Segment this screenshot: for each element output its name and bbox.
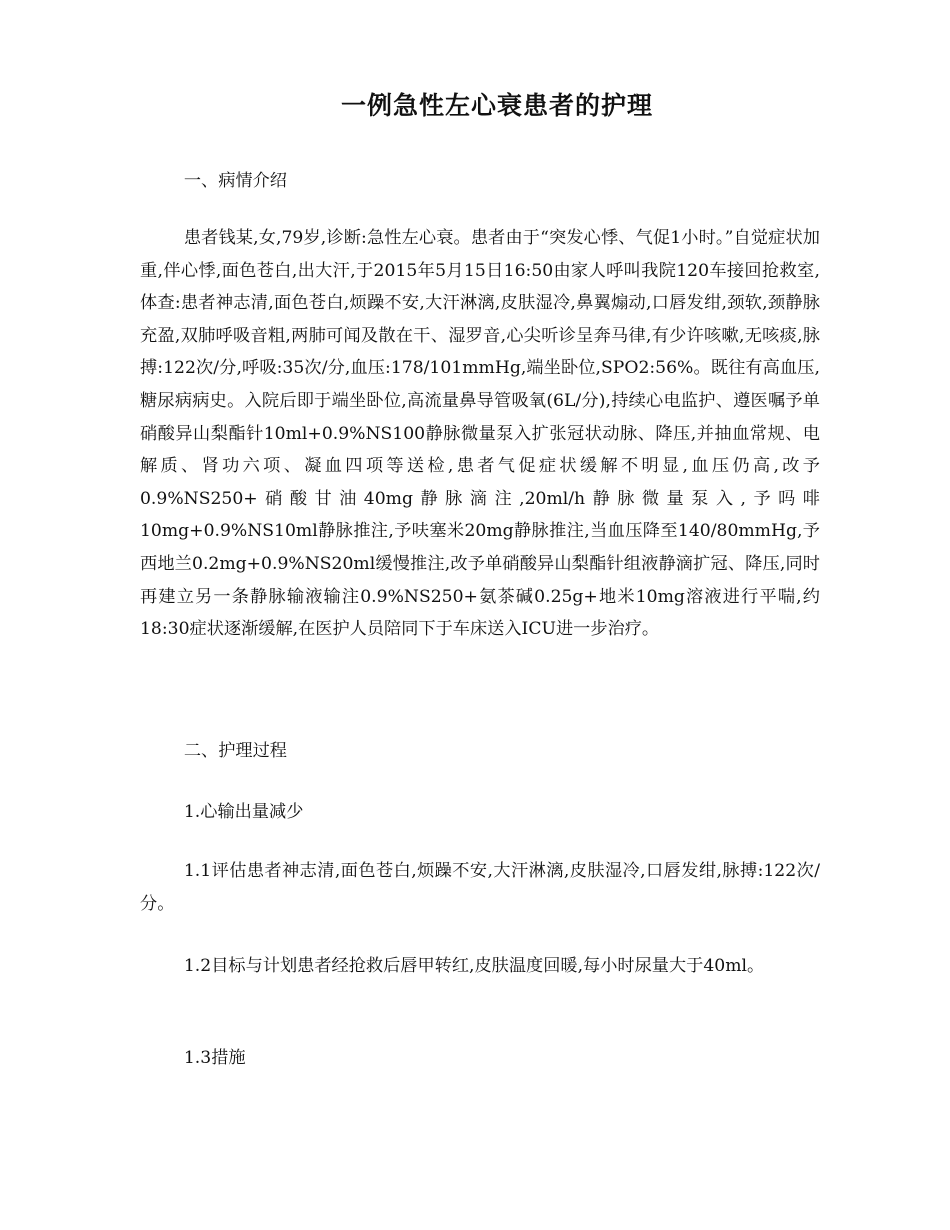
item-1-1-assessment: 1.1评估患者神志清,面色苍白,烦躁不安,大汗淋漓,皮肤湿冷,口唇发绀,脉搏:122次/分。	[140, 861, 820, 914]
section-heading-case-introduction: 一、病情介绍	[183, 171, 287, 191]
case-description-paragraph: 患者钱某,女,79岁,诊断:急性左心衰。患者由于“突发心悸、气促1小时。”自觉症状加重,伴心悸,面色苍白,出大汗,于2015年5月15日16:50由家人呼叫我院120车接回抢救室,体查:患者神志清,面色苍白,烦躁不安,大汗淋漓,皮肤湿冷,鼻翼煽动,口唇发绀,颈软,颈静脉充盈,双肺呼吸音粗,两肺可闻及散在干、湿罗音,心尖听诊呈奔马律,有少许咳嗽,无咳痰,脉搏:122次/分,呼吸:35次/分,血压:178/101mmHg,端坐卧位,SPO2:56%。既往有高血压,糖尿病病史。入院后即于端坐卧位,高流量鼻导管吸氧(6L/分),持续心电监护、遵医嘱予单硝酸异山梨酯针10ml+0.9%NS100静脉微量泵入扩张冠状动脉、降压,并抽血常规、电解质、肾功六项、凝血四项等送检,患者气促症状缓解不明显,血压仍高,改予0.9%NS250+硝酸甘油40mg静脉滴注,20ml/h静脉微量泵入,予吗啡10mg+0.9%NS10ml静脉推注,予呋塞米20mg静脉推注,当血压降至140/80mmHg,予西地兰0.2mg+0.9%NS20ml缓慢推注,改予单硝酸异山梨酯针组液静滴扩冠、降压,同时再建立另一条静脉输液输注0.9%NS250+氨茶碱0.25g+地米10mg溶液进行平喘,约18:30症状逐渐缓解,在医护人员陪同下于车床送入ICU进一步治疗。	[140, 228, 820, 640]
document-title: 一例急性左心衰患者的护理	[340, 91, 653, 120]
subheading-decreased-cardiac-output: 1.心输出量减少	[183, 802, 304, 822]
section-heading-nursing-process: 二、护理过程	[183, 741, 287, 761]
item-1-3-measures: 1.3措施	[183, 1048, 246, 1068]
item-1-2-goals-plan: 1.2目标与计划患者经抢救后唇甲转红,皮肤温度回暖,每小时尿量大于40ml。	[183, 956, 765, 976]
